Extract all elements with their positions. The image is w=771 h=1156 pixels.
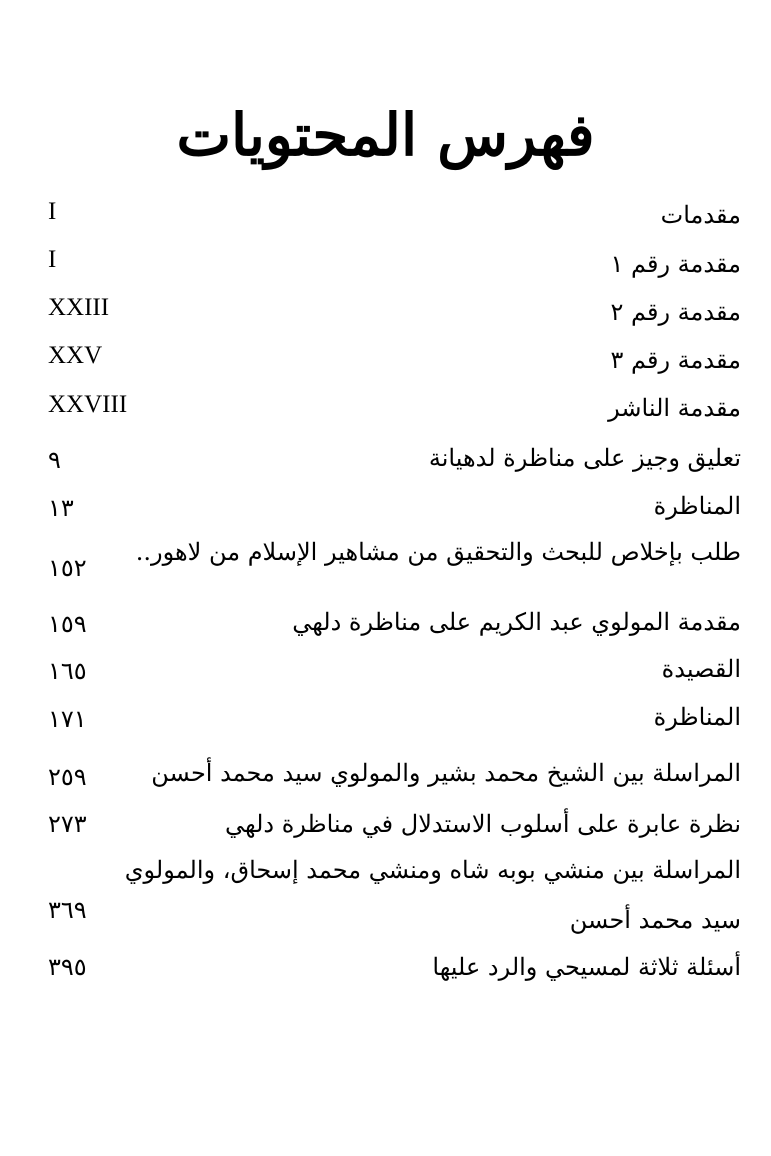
toc-entry-title-continued: سيد محمد أحسن xyxy=(569,906,741,934)
toc-entry-title: مقدمة رقم ١ xyxy=(610,250,741,278)
toc-entry-page: ٩ xyxy=(48,446,61,474)
toc-entry-page: ٣٦٩ xyxy=(48,896,87,924)
toc-entry-page: ١٦٥ xyxy=(48,657,87,685)
toc-entry-page: I xyxy=(48,246,57,273)
toc-entry-page: ١٥٢ xyxy=(48,554,87,582)
toc-entry-title: المراسلة بين الشيخ محمد بشير والمولوي سيد محمد أحسن xyxy=(151,759,741,787)
toc-entry-title: طلب بإخلاص للبحث والتحقيق من مشاهير الإسلام من لاهور.. xyxy=(135,538,741,566)
toc-entry-page: I xyxy=(48,198,57,225)
toc-entry-title: المناظرة xyxy=(653,703,741,731)
toc-entry-page: XXIII xyxy=(48,294,110,321)
toc-entry-title: نظرة عابرة على أسلوب الاستدلال في مناظرة دلهي xyxy=(225,810,741,838)
toc-entry-page: XXV xyxy=(48,342,103,369)
toc-entry-title: مقدمة المولوي عبد الكريم على مناظرة دلهي xyxy=(292,608,741,636)
toc-entry-title: أسئلة ثلاثة لمسيحي والرد عليها xyxy=(432,953,741,981)
toc-entry-title: المناظرة xyxy=(653,492,741,520)
toc-entry-title: مقدمة الناشر xyxy=(608,394,741,422)
toc-entry-page: ١٥٩ xyxy=(48,610,87,638)
toc-entry-title: مقدمة رقم ٢ xyxy=(610,298,741,326)
toc-entry-page: ٢٥٩ xyxy=(48,763,87,791)
toc-entry-title: مقدمة رقم ٣ xyxy=(610,346,741,374)
toc-entry-title: المراسلة بين منشي بوبه شاه ومنشي محمد إسحاق، والمولوي xyxy=(124,856,741,884)
page-title: فهرس المحتويات xyxy=(176,100,595,169)
toc-entry-title: تعليق وجيز على مناظرة لدهيانة xyxy=(428,444,741,472)
toc-entry-title: مقدمات xyxy=(660,201,741,229)
toc-entry-page: ٢٧٣ xyxy=(48,810,87,838)
toc-entry-page: XXVIII xyxy=(48,391,128,418)
toc-entry-page: ١٣ xyxy=(48,494,74,522)
toc-entry-page: ٣٩٥ xyxy=(48,953,87,981)
toc-entry-page: ١٧١ xyxy=(48,705,87,733)
toc-entry-title: القصيدة xyxy=(661,655,741,683)
